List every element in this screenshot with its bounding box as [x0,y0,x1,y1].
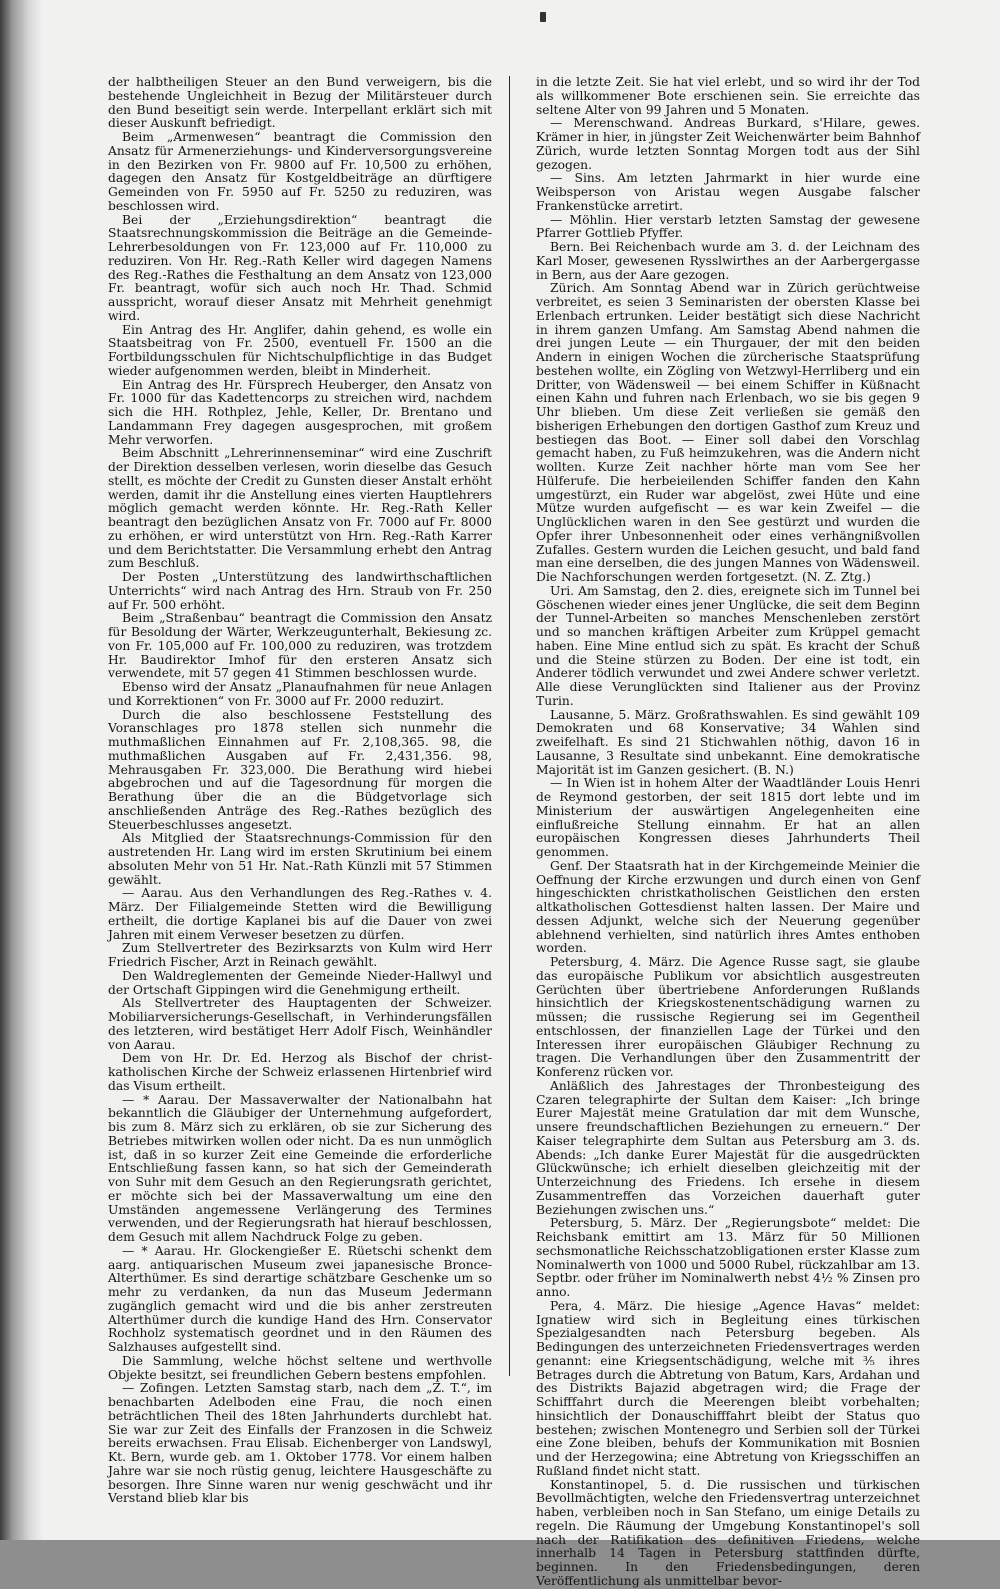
article-paragraph: Zürich. Am Sonntag Abend war in Zürich gerüchtweise verbreitet, es seien 3 Seminaristen der obersten Klasse bei Erlenbach ertrunken. Leider bestätigt sich diese Nachricht in ihrem ganzen Umfang. Am Samstag Abend nahmen die drei jungen Leute — ein Thurgauer, der mit den beiden Andern in einigen Wochen die zürcherische Staatsprüfung bestehen wollte, ein Zögling von Wetzwyl-Herrliberg und ein Dritter, von Wädensweil — bei einem Schiffer in Küßnacht einen Kahn und fuhren nach Erlenbach, wo sie bis gegen 9 Uhr blieben. Um diese Zeit verließen sie gemäß den bisherigen Erhebungen den dortigen Gasthof zum Kreuz und bestiegen das Boot. — Einer soll dabei den Vorschlag gemacht haben, zu Fuß heimzukehren, was die Andern nicht wollten. Kurze Zeit nachher hörte man vom See her Hülferufe. Die herbeieilenden Schiffer fanden den Kahn umgestürzt, ein Ruder war abgelöst, zwei Hüte und eine Mütze wurden aufgefischt — es war kein Zweifel — die Unglücklichen waren in den See gestürzt und wurden die Opfer ihrer Unbesonnenheit oder eines verhängnißvollen Zufalles. Gestern wurden die Leichen gesucht, und bald fand man eine derselben, die des jungen Mannes von Wädensweil. Die Nachforschungen werden fortgesetzt. (N. Z. Ztg.) [536,281,920,584]
article-paragraph: Durch die also beschlossene Feststellung des Voranschlages pro 1878 stellen sich nunmehr die muthmaßlichen Einnahmen auf Fr. 2,108,365. 98, die muthmaßlichen Ausgaben auf Fr. 2,431,356. 98, Mehrausgaben Fr. 323,000. Die Berathung wird hiebei abgebrochen und auf die Tagesordnung für morgen die Berathung über die an die Büdgetvorlage sich anschließenden Anträge des Reg.-Rathes bezüglich des Steuerbeschlusses angesetzt. [108,707,492,832]
article-paragraph: Ebenso wird der Ansatz „Planaufnahmen für neue Anlagen und Korrektionen“ von Fr. 3000 auf Fr. 2000 reduzirt. [108,680,492,708]
article-paragraph: Beim „Armenwesen“ beantragt die Commission den Ansatz für Armenerziehungs- und Kinderversorgungsvereine in den Bezirken von Fr. 9800 auf Fr. 10,500 zu erhöhen, dagegen den Ansatz für Kostgeldbeiträge an dürftigere Gemeinden von Fr. 5950 auf Fr. 5250 zu reduziren, was beschlossen wird. [108,130,492,213]
article-paragraph: Als Stellvertreter des Hauptagenten der Schweizer. Mobiliarversicherungs-Gesellschaft, in Verhinderungsfällen des letzteren, wird bestätiget Herr Adolf Fisch, Weinhändler von Aarau. [108,996,492,1052]
article-paragraph: Zum Stellvertreter des Bezirksarzts von Kulm wird Herr Friedrich Fischer, Arzt in Reinach gewählt. [108,941,492,969]
book-binding-edge [0,0,42,1540]
article-paragraph: Ein Antrag des Hr. Anglifer, dahin gehend, es wolle ein Staatsbeitrag von Fr. 2500, eventuell Fr. 1500 an die Fortbildungsschulen für Nichtschulpflichtige in das Budget wieder aufgenommen werden, bleibt in Minderheit. [108,322,492,378]
article-paragraph: Beim „Straßenbau“ beantragt die Commission den Ansatz für Besoldung der Wärter, Werkzeugunterhalt, Bekiesung zc. von Fr. 105,000 auf Fr. 100,000 zu reduziren, was trotzdem Hr. Baudirektor Imhof für den ersteren Ansatz sich verwendete, mit 57 gegen 41 Stimmen beschlossen wurde. [108,611,492,681]
article-paragraph: Anläßlich des Jahrestages der Thronbesteigung des Czaren telegraphirte der Sultan dem Kaiser: „Ich bringe Eurer Majestät meine Gratulation dar mit dem Wunsche, unsere freundschaftlichen Beziehungen zu erneuern.“ Der Kaiser telegraphirte dem Sultan aus Petersburg am 3. ds. Abends: „Ich danke Eurer Majestät für die ausgedrückten Glückwünsche; ich erhielt dieselben gleichzeitig mit der Unterzeichnung des Friedens. Ich ersehe in diesem Zusammentreffen das Vorzeichen dauerhaft guter Beziehungen zwischen uns.“ [536,1078,920,1217]
article-paragraph: Konstantinopel, 5. d. Die russischen und türkischen Bevollmächtigten, welche den Friedensvertrag unterzeichnet haben, verbleiben noch in San Stefano, um einige Details zu regeln. Die Räumung der Umgebung Konstantinopel's soll nach der Ratifikation des definitiven Friedens, welche innerhalb 14 Tagen in Petersburg stattfinden dürfte, beginnen. In den Friedensbedingungen, deren Veröffentlichung als unmittelbar bevor- [536,1477,920,1588]
article-paragraph: — Merenschwand. Andreas Burkard, s'Hilare, gewes. Krämer in hier, in jüngster Zeit Weichenwärter beim Bahnhof Zürich, wurde letzten Sonntag Morgen todt aus der Sihl gezogen. [536,116,920,172]
article-paragraph: Bei der „Erziehungsdirektion“ beantragt die Staatsrechnungskommission die Beiträge an die Gemeinde-Lehrerbesoldungen von Fr. 123,000 auf Fr. 110,000 zu reduziren. Von Hr. Reg.-Rath Keller wird dagegen Namens des Reg.-Rathes die Festhaltung an dem Ansatz von 123,000 Fr. beantragt, wofür sich auch noch Hr. Thad. Schmid ausspricht, worauf dieser Ansatz mit Mehrheit genehmigt wird. [108,212,492,323]
article-paragraph: Dem von Hr. Dr. Ed. Herzog als Bischof der christ-katholischen Kirche der Schweiz erlassenen Hirtenbrief wird das Visum ertheilt. [108,1051,492,1093]
article-paragraph: Petersburg, 5. März. Der „Regierungsbote“ meldet: Die Reichsbank emittirt am 13. März für 50 Millionen sechsmonatliche Reichsschatzobligationen erster Klasse zum Nominalwerth von 1000 und 5000 Rubel, rückzahlbar am 13. Septbr. oder früher im Nominalwerth nebst 4½ % Zinsen pro anno. [536,1216,920,1299]
newspaper-page [42,0,1000,1588]
article-paragraph: Ein Antrag des Hr. Fürsprech Heuberger, den Ansatz von Fr. 1000 für das Kadettencorps zu streichen wird, nachdem sich die HH. Rothplez, Jehle, Keller, Dr. Brentano und Landammann Frey dagegen ausgesprochen, mit großem Mehr verworfen. [108,377,492,447]
article-paragraph: Lausanne, 5. März. Großrathswahlen. Es sind gewählt 109 Demokraten und 68 Konservative; 34 Wahlen sind zweifelhaft. Es sind 21 Stichwahlen nöthig, davon 16 in Lausanne, 3 Resultate sind unbekannt. Eine demokratische Majorität ist im Ganzen gesichert. (B. N.) [536,707,920,777]
article-paragraph: Uri. Am Samstag, den 2. dies, ereignete sich im Tunnel bei Göschenen wieder eines jener Unglücke, die seit dem Beginn der Tunnel-Arbeiten so manches Menschenleben zerstört und so manchen kräftigen Arbeiter zum Krüppel gemacht haben. Eine Mine entlud sich zu spät. Es kracht der Schuß und die Steine stürzen zu Boden. Der eine ist todt, ein Anderer tödlich verwundet und zwei Andere schwer verletzt. Alle diese Verunglückten sind Italiener aus der Provinz Turin. [536,583,920,708]
column-divider [509,76,510,1376]
article-paragraph: Petersburg, 4. März. Die Agence Russe sagt, sie glaube das europäische Publikum vor absichtlich ausgestreuten Gerüchten über übertriebene Anforderungen Rußlands hinsichtlich der Kriegskostenentschädigung warnen zu müssen; die russische Regierung sei im Gegentheil entschlossen, der finanziellen Lage der Türkei und den Interessen ihrer europäischen Gläubiger Rechnung zu tragen. Die Verhandlungen über den Zusammentritt der Konferenz rücken vor. [536,955,920,1079]
article-paragraph: Bern. Bei Reichenbach wurde am 3. d. der Leichnam des Karl Moser, gewesenen Rysslwirthes an der Aarbergergasse in Bern, aus der Aare gezogen. [536,240,920,282]
article-paragraph: Als Mitglied der Staatsrechnungs-Commission für den austretenden Hr. Lang wird im ersten Skrutinium bei einem absoluten Mehr von 51 Hr. Nat.-Rath Künzli mit 57 Stimmen gewählt. [108,831,492,887]
page-mark [540,12,546,22]
article-paragraph: Den Waldreglementen der Gemeinde Nieder-Hallwyl und der Ortschaft Gippingen wird die Genehmigung ertheilt. [108,968,492,997]
article-paragraph: — Sins. Am letzten Jahrmarkt in hier wurde eine Weibsperson von Aristau wegen Ausgabe falscher Frankenstücke arretirt. [536,171,920,213]
article-paragraph: Beim Abschnitt „Lehrerinnenseminar“ wird eine Zuschrift der Direktion desselben verlesen, worin dieselbe das Gesuch stellt, es möchte der Credit zu Gunsten dieser Anstalt erhöht werden, damit ihr die Anstellung eines vierten Hauptlehrers möglich gemacht werden könnte. Hr. Reg.-Rath Keller beantragt den bezüglichen Ansatz von Fr. 7000 auf Fr. 8000 zu erhöhen, er wird unterstützt von Hrn. Reg.-Rath Karrer und dem Berichtstatter. Die Versammlung erhebt den Antrag zum Beschluß. [108,446,492,571]
article-paragraph: — * Aarau. Hr. Glockengießer E. Rüetschi schenkt dem aarg. antiquarischen Museum zwei japanesische Bronce-Alterthümer. Es sind derartige schätzbare Geschenke um so mehr zu verdanken, da nun das Museum Jedermann zugänglich gemacht wird und die bis anher zerstreuten Alterthümer durch die kundige Hand des Hrn. Conservator Rochholz systematisch geordnet und in den Räumen des Salzhauses aufgestellt sind. [108,1243,492,1354]
article-paragraph: Die Sammlung, welche höchst seltene und werthvolle Objekte besitzt, sei freundlichen Gebern bestens empfohlen. [108,1353,492,1382]
article-paragraph: in die letzte Zeit. Sie hat viel erlebt, und so wird ihr der Tod als willkommener Bote erschienen sein. Sie erreichte das seltene Alter von 99 Jahren und 5 Monaten. [536,75,920,117]
article-paragraph: — Zofingen. Letzten Samstag starb, nach dem „Z. T.“, im benachbarten Adelboden eine Frau, die noch einen beträchtlichen Theil des 18ten Jahrhunderts durchlebt hat. Sie war zur Zeit des Einfalls der Franzosen in die Schweiz bereits erwachsen. Frau Elisab. Eichenberger von Landswyl, Kt. Bern, wurde geb. am 1. Oktober 1778. Vor einem halben Jahre war sie noch rüstig genug, leichtere Hausgeschäfte zu besorgen. Ihre Sinne waren nur wenig geschwächt und ihr Verstand blieb klar bis [108,1381,492,1506]
article-paragraph: — Möhlin. Hier verstarb letzten Samstag der gewesene Pfarrer Gottlieb Pfyffer. [536,212,920,241]
article-paragraph: — * Aarau. Der Massaverwalter der Nationalbahn hat bekanntlich die Gläubiger der Unternehmung aufgefordert, bis zum 8. März sich zu erklären, ob sie zur Sicherung des Betriebes mitwirken wollen oder nicht. Da es nun unmöglich ist, daß in so kurzer Zeit eine Gemeinde die erforderliche Entschließung fassen kann, so hat sich der Gemeinderath von Suhr mit dem Gesuch an den Regierungsrath gerichtet, er möchte sich bei der Massaverwaltung um eine den Umständen angemessene Verlängerung des Termines verwenden, und der Regierungsrath hat hierauf beschlossen, dem Gesuch mit allem Nachdruck Folge zu geben. [108,1092,492,1244]
right-column [536,75,920,1588]
article-paragraph: der halbtheiligen Steuer an den Bund verweigern, bis die bestehende Ungleichheit in Bezug der Militärsteuer durch den Bund beseitigt sein werde. Interpellant erklärt sich mit dieser Auskunft befriedigt. [108,75,492,131]
article-paragraph: — Aarau. Aus den Verhandlungen des Reg.-Rathes v. 4. März. Der Filialgemeinde Stetten wird die Bewilligung ertheilt, die dortige Kaplanei bis auf die Dauer von zwei Jahren mit einem Verweser besetzen zu dürfen. [108,886,492,942]
article-paragraph: — In Wien ist in hohem Alter der Waadtländer Louis Henri de Reymond gestorben, der seit 1815 dort lebte und im Ministerium der auswärtigen Angelegenheiten eine einflußreiche Stellung einnahm. Er hat an allen europäischen Kongressen dieses Jahrhunderts Theil genommen. [536,776,920,859]
left-column [108,75,492,1506]
article-paragraph: Genf. Der Staatsrath hat in der Kirchgemeinde Meinier die Oeffnung der Kirche erzwungen und durch einen von Genf hingeschickten christkatholischen Geistlichen den ersten altkatholischen Gottesdienst halten lassen. Der Maire und dessen Adjunkt, welche sich der Neuerung gegenüber ablehnend verhielten, sind natürlich ihres Amtes enthoben worden. [536,858,920,956]
article-paragraph: Der Posten „Unterstützung des landwirthschaftlichen Unterrichts“ wird nach Antrag des Hrn. Straub von Fr. 250 auf Fr. 500 erhöht. [108,570,492,612]
article-paragraph: Pera, 4. März. Die hiesige „Agence Havas“ meldet: Ignatiew wird sich in Begleitung eines türkischen Spezialgesandten nach Petersburg begeben. Als Bedingungen des unterzeichneten Friedensvertrages werden genannt: eine Kriegsentschädigung, welche mit ⅗ ihres Betrages durch die Abtretung von Batum, Kars, Ardahan und des Distrikts Bajazid abgetragen wird; die Frage der Schifffahrt durch die Meerengen bleibt vorbehalten; hinsichtlich der Donauschifffahrt bleibt der Status quo bestehen; zwischen Montenegro und Serbien soll der Türkei eine Zone bleiben, behufs der Kommunikation mit Bosnien und der Herzegowina; eine Abtretung von Kriegsschiffen an Rußland findet nicht statt. [536,1298,920,1478]
